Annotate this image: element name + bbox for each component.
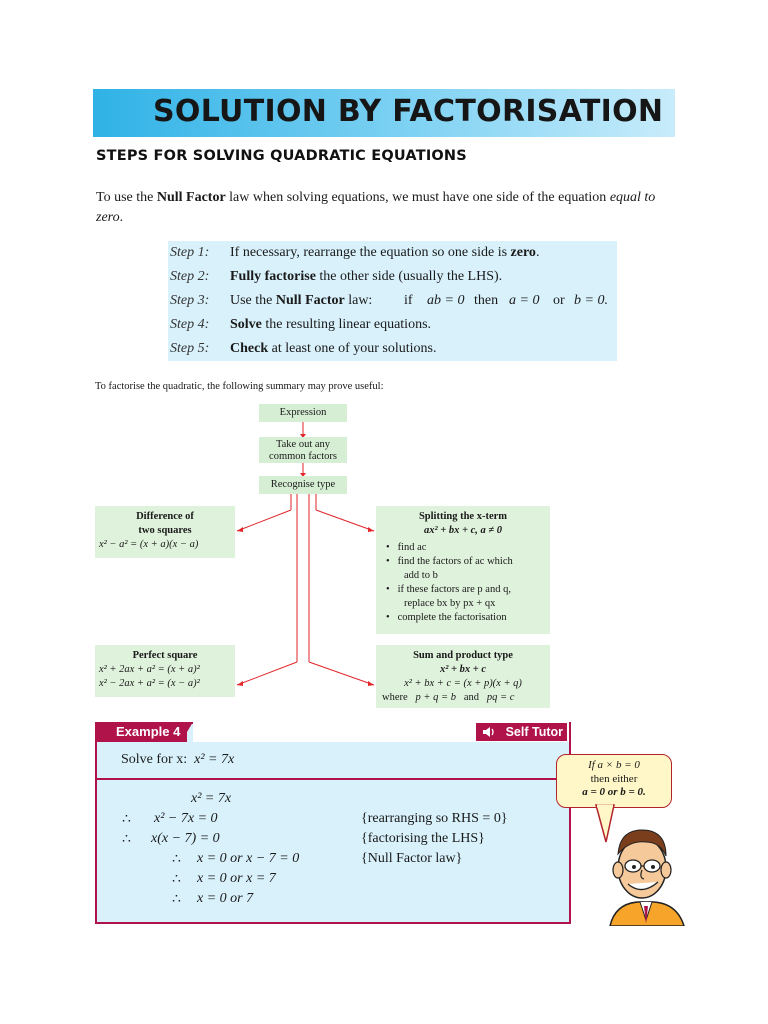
step-bold: zero: [510, 245, 536, 260]
intro-end: .: [119, 210, 124, 225]
example-label: Example 4: [97, 722, 187, 742]
sum-product-line-1: x² + bx + c = (x + p)(x + q): [404, 678, 522, 689]
therefore-symbol: ∴: [172, 852, 181, 867]
perfect-square-title: Perfect square: [132, 650, 198, 661]
therefore-symbol: ∴: [122, 832, 131, 847]
flow-take-out: [259, 437, 347, 463]
reason-3: {factorising the LHS}: [361, 831, 485, 846]
bubble-line-2: then either: [590, 772, 638, 785]
step-label: Step 3:: [170, 293, 210, 308]
where-text: where: [382, 692, 408, 703]
solution-line-6: x = 0 or 7: [197, 891, 254, 906]
example-prompt-row: [97, 742, 569, 780]
factor-note: To factorise the quadratic, the following summary may prove useful:: [95, 381, 384, 392]
solution-line-5: x = 0 or x = 7: [197, 871, 276, 886]
therefore-symbol: ∴: [122, 812, 131, 827]
tutor-cartoon-icon: [606, 820, 686, 926]
solution-line-3: x(x − 7) = 0: [151, 831, 220, 846]
section-heading: STEPS FOR SOLVING QUADRATIC EQUATIONS: [96, 148, 467, 164]
therefore-symbol: ∴: [172, 892, 181, 907]
intro-text-2: law when solving equations, we must have one side of the equation: [225, 190, 610, 205]
perfect-square-box: [95, 645, 235, 697]
splitting-bullet-3b: replace bx by px + qx: [404, 598, 496, 609]
bullet-text: find the factors of ac which: [397, 556, 513, 567]
therefore-symbol: ∴: [172, 872, 181, 887]
bubble-line-1: If a × b = 0: [588, 759, 640, 771]
splitting-bullet-2b: add to b: [404, 570, 438, 581]
diff-squares-title-2: two squares: [138, 525, 192, 536]
speaker-icon: [482, 726, 496, 738]
sum-product-box: [376, 645, 550, 708]
splitting-box: [376, 506, 550, 634]
step-label: Step 2:: [170, 269, 210, 284]
intro-text-1: To use the: [96, 190, 157, 205]
self-tutor-label: Self Tutor: [505, 725, 563, 739]
reason-4: {Null Factor law}: [361, 851, 463, 866]
sum-product-formula: x² + bx + c: [439, 664, 487, 675]
diff-squares-formula: x² − a² = (x + a)(x − a): [99, 539, 199, 550]
splitting-bullet-4: • complete the factorisation: [386, 612, 507, 623]
intro-bold: Null Factor: [156, 190, 226, 205]
step-pre: If necessary, rearrange the equation so one side is: [230, 245, 511, 260]
reason-2: {rearranging so RHS = 0}: [361, 811, 508, 826]
sum-product-where: [376, 691, 550, 705]
step-post: the resulting linear equations.: [261, 317, 432, 332]
step-post: at least one of your solutions.: [268, 341, 437, 356]
splitting-bullet-2: • find the factors of ac which: [386, 556, 513, 567]
and-text: and: [463, 692, 479, 703]
bullet-text: complete the factorisation: [397, 612, 507, 623]
splitting-bullet-3: • if these factors are p and q,: [386, 584, 511, 595]
step-bold: Fully factorise: [230, 269, 316, 284]
speech-bubble: [556, 754, 672, 808]
solution-line-1: x² = 7x: [191, 791, 232, 806]
bullet-text: if these factors are p and q,: [397, 584, 511, 595]
example-label-tail: [181, 722, 193, 742]
flow-recognise: Recognise type: [259, 476, 347, 494]
step-label: Step 5:: [170, 341, 210, 356]
perfect-square-line-2: x² − 2ax + a² = (x − a)²: [99, 678, 200, 689]
bubble-line-3: a = 0 or b = 0.: [582, 786, 646, 798]
diff-squares-title-1: Difference of: [136, 511, 194, 522]
diff-squares-box: [95, 506, 235, 558]
step3-then: then: [474, 293, 499, 308]
step-bold: Check: [230, 341, 269, 356]
step3-or: or: [553, 293, 565, 308]
splitting-bullet-1: • find ac: [386, 542, 427, 553]
flow-take-out-2: common factors: [269, 451, 337, 462]
cond-1: p + q = b: [415, 692, 456, 703]
bullet-text: find ac: [397, 542, 427, 553]
step3-b0: b = 0.: [574, 293, 608, 308]
perfect-square-line-1: x² + 2ax + a² = (x + a)²: [99, 664, 200, 675]
prompt-equation: x² = 7x: [194, 752, 235, 767]
sum-product-title: Sum and product type: [413, 650, 513, 661]
step3-if: if: [404, 293, 413, 308]
flow-take-out-1: Take out any: [275, 439, 331, 450]
step-post: the other side (usually the LHS).: [315, 269, 503, 284]
step-post: .: [535, 245, 540, 260]
intro-italic: equal to zero: [96, 190, 656, 225]
step3-a0: a = 0: [509, 293, 540, 308]
step-pre: Use the: [230, 293, 276, 308]
flow-expression: Expression: [259, 404, 347, 422]
example-prompt: [121, 752, 234, 768]
cond-2: pq = c: [486, 692, 515, 703]
step-bold: Solve: [230, 317, 262, 332]
solution-line-2: x² − 7x = 0: [154, 811, 218, 826]
step-label: Step 1:: [170, 245, 210, 260]
splitting-formula: ax² + bx + c, a ≠ 0: [423, 525, 503, 536]
self-tutor-button[interactable]: [476, 723, 567, 741]
step-label: Step 4:: [170, 317, 210, 332]
solution-line-4: x = 0 or x − 7 = 0: [197, 851, 300, 866]
page-title: SOLUTION BY FACTORISATION: [153, 94, 664, 129]
step3-cond: ab = 0: [427, 293, 465, 308]
step-post: law:: [344, 293, 373, 308]
step-bold: Null Factor: [275, 293, 345, 308]
prompt-text: Solve for x:: [121, 752, 188, 767]
splitting-title: Splitting the x-term: [418, 511, 508, 522]
